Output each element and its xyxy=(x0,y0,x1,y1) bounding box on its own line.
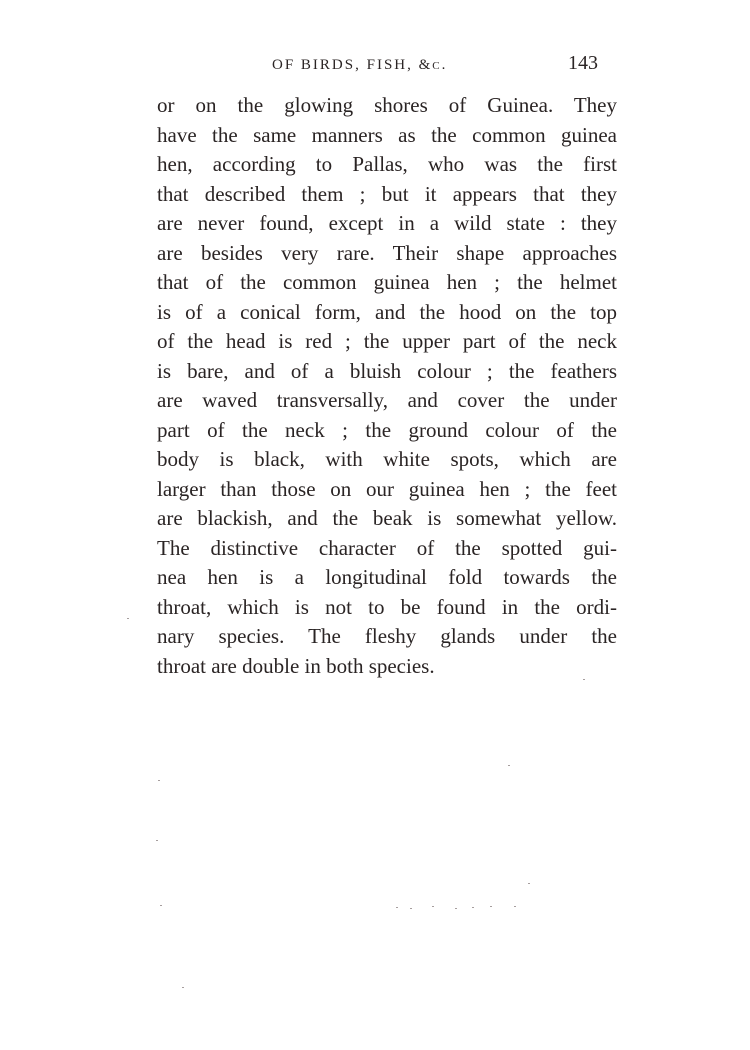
running-head xyxy=(268,52,618,82)
paper-speck xyxy=(490,906,492,907)
paper-speck xyxy=(514,906,516,907)
paper-speck xyxy=(160,905,162,906)
text-line: that of the common guinea hen ; the helmet xyxy=(157,270,617,294)
paper-speck xyxy=(158,780,160,781)
body-paragraph xyxy=(157,91,617,681)
text-line: larger than those on our guinea hen ; the feet xyxy=(157,476,617,501)
running-title: OF BIRDS, FISH, &c. xyxy=(272,57,448,73)
paper-speck xyxy=(432,906,434,907)
paper-speck xyxy=(455,908,457,909)
text-line: The distinctive character of the spotted gui- xyxy=(157,535,617,560)
text-line: nary species. The fleshy glands under the xyxy=(157,624,617,648)
text-line: are waved transversally, and cover the under xyxy=(157,388,617,412)
paper-speck xyxy=(410,908,412,909)
text-line: hen, according to Pallas, who was the first xyxy=(157,152,617,176)
text-line: is bare, and of a bluish colour ; the feathers xyxy=(157,358,617,383)
paper-speck xyxy=(396,907,398,908)
text-line: are besides very rare. Their shape approaches xyxy=(157,240,617,265)
text-line: are never found, except in a wild state : they xyxy=(157,211,617,235)
paper-speck xyxy=(127,618,129,619)
text-line: throat are double in both species. xyxy=(157,653,435,678)
text-line: throat, which is not to be found in the ordi- xyxy=(157,594,617,619)
text-line: are blackish, and the beak is somewhat yellow. xyxy=(157,506,617,530)
paper-speck xyxy=(156,840,158,841)
text-line: of the head is red ; the upper part of the neck xyxy=(157,329,617,353)
paper-speck xyxy=(472,907,474,908)
paper-speck xyxy=(583,679,585,680)
text-line: or on the glowing shores of Guinea. They xyxy=(157,93,617,117)
page-number: 143 xyxy=(568,52,598,74)
paper-speck xyxy=(528,883,530,884)
paper-speck xyxy=(182,987,184,988)
text-line: part of the neck ; the ground colour of the xyxy=(157,417,617,442)
paper-speck xyxy=(508,765,510,766)
text-line: that described them ; but it appears that they xyxy=(157,181,617,206)
text-line: have the same manners as the common guinea xyxy=(157,122,617,147)
text-line: nea hen is a longitudinal fold towards the xyxy=(157,565,617,589)
text-line: is of a conical form, and the hood on the top xyxy=(157,299,617,324)
text-line: body is black, with white spots, which are xyxy=(157,447,617,471)
